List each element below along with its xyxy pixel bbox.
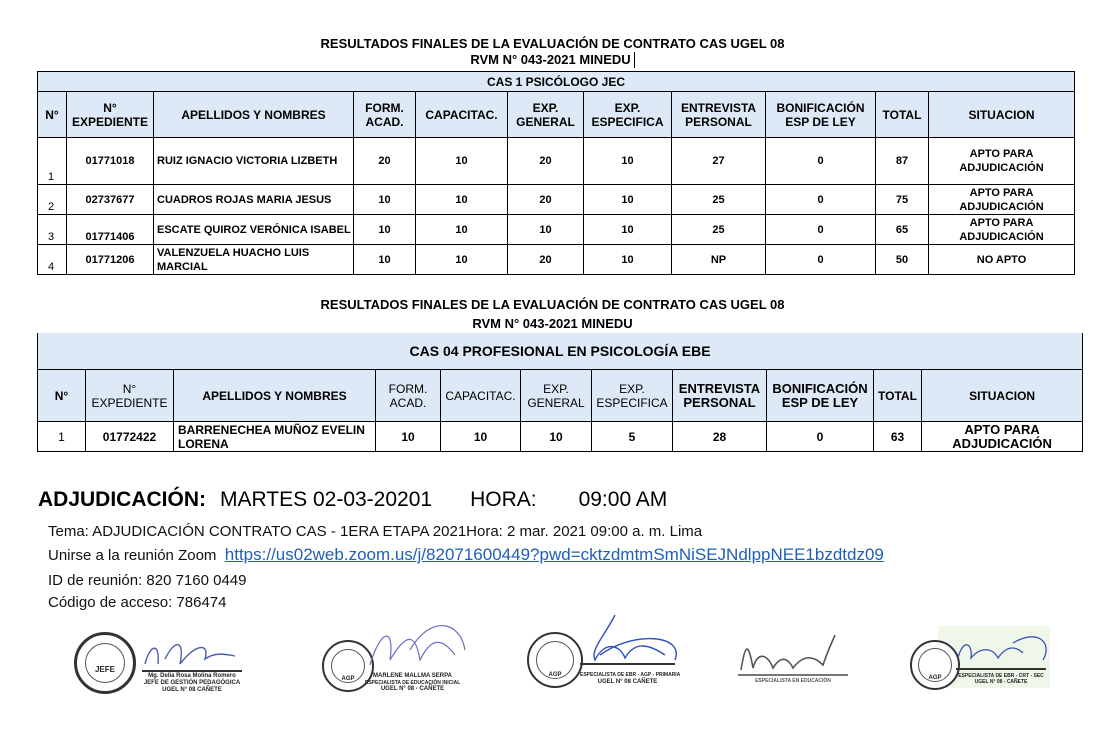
cell-total: 87	[876, 138, 929, 185]
zoom-meeting-link[interactable]: https://us02web.zoom.us/j/82071600449?pwd=cktzdmtmSmNiSEJNdlppNEE1bzdtdz09	[224, 545, 884, 564]
cell-num: 3	[38, 215, 67, 245]
cell-exp-general: 20	[508, 245, 584, 275]
hora-label: HORA:	[470, 488, 537, 511]
cell-bonificacion: 0	[767, 422, 874, 452]
cell-exp-general: 10	[521, 422, 592, 452]
cell-exp-especifica: 10	[584, 215, 672, 245]
seal-text: JEFE	[94, 665, 115, 674]
hora-value: 09:00 AM	[578, 488, 668, 511]
table-row	[38, 138, 1075, 185]
signer-role: ESPECIALISTA DE EBR - CRT - SEC	[958, 673, 1044, 679]
cell-situacion: APTO PARA ADJUDICACIÓN	[929, 215, 1075, 245]
signature-block-5	[908, 620, 1053, 700]
table-row	[38, 422, 1083, 452]
cell-capacitac: 10	[416, 138, 508, 185]
signer-role: ESPECIALISTA DE EDUCACIÓN INICIAL	[365, 680, 461, 686]
cell-form-acad: 10	[354, 185, 416, 215]
signer-name: MARLENE MALLMA SERPA	[373, 673, 452, 679]
cell-expediente: 01771406	[67, 215, 154, 245]
cell-bonificacion: 0	[766, 185, 876, 215]
cell-total: 65	[876, 215, 929, 245]
meeting-join-label: Unirse a la reunión Zoom	[48, 547, 217, 564]
meeting-access-code: Código de acceso: 786474	[48, 594, 227, 611]
signer-role: ESPECIALISTA EN EDUCACIÓN	[755, 678, 831, 684]
col-header-situacion: SITUACION	[929, 92, 1075, 138]
cell-form-acad: 10	[376, 422, 441, 452]
signer-role: JEFE DE GESTIÓN PEDAGÓGICA	[143, 680, 241, 686]
col-header-capacitac: CAPACITAC.	[441, 370, 521, 422]
cell-entrevista: 25	[672, 215, 766, 245]
table2-caption: CAS 04 PROFESIONAL EN PSICOLOGÍA EBE	[38, 333, 1083, 370]
handwritten-signature-icon	[360, 620, 470, 675]
seal-text: AGP	[341, 676, 355, 682]
seal-text: AGP	[928, 675, 942, 681]
cell-expediente: 01772422	[86, 422, 174, 452]
signer-office: UGEL N° 08 - CAÑETE	[380, 686, 445, 692]
cell-nombres: CUADROS ROJAS MARIA JESUS	[154, 185, 354, 215]
cell-exp-especifica: 10	[584, 245, 672, 275]
meeting-join-line	[48, 546, 884, 565]
col-header-capacitac: CAPACITAC.	[416, 92, 508, 138]
signer-name: Mg. Delia Rosa Molina Romero	[148, 673, 236, 679]
table1-title-line1: RESULTADOS FINALES DE LA EVALUACIÓN DE CONTRATO CAS UGEL 08	[320, 36, 785, 51]
cell-entrevista: 25	[672, 185, 766, 215]
meeting-topic: Tema: ADJUDICACIÓN CONTRATO CAS - 1ERA ETAPA 2021Hora: 2 mar. 2021 09:00 a. m. Lima	[48, 523, 703, 540]
signature-block-2	[320, 620, 480, 700]
official-seal-icon	[74, 632, 136, 694]
col-header-bonificacion: BONIFICACIÓN ESP DE LEY	[766, 92, 876, 138]
table1-title-rvm: RVM N° 043-2021 MINEDU	[470, 52, 631, 67]
cell-num: 2	[38, 185, 67, 215]
col-header-exp-especifica: EXP. ESPECIFICA	[592, 370, 673, 422]
col-header-expediente: N° EXPEDIENTE	[67, 92, 154, 138]
cell-exp-especifica: 10	[584, 185, 672, 215]
cell-total: 75	[876, 185, 929, 215]
text-cursor	[634, 52, 635, 68]
cell-expediente: 01771018	[67, 138, 154, 185]
cell-total: 50	[876, 245, 929, 275]
col-header-exp-general: EXP. GENERAL	[521, 370, 592, 422]
table-row	[38, 215, 1075, 245]
col-header-nombres: APELLIDOS Y NOMBRES	[174, 370, 376, 422]
signer-office: UGEL N° 08 CAÑETE	[162, 687, 222, 693]
cell-bonificacion: 0	[766, 215, 876, 245]
cell-exp-especifica: 5	[592, 422, 673, 452]
cell-exp-especifica: 10	[584, 138, 672, 185]
col-header-form-acad: FORM. ACAD.	[354, 92, 416, 138]
signature-block-4	[733, 620, 853, 700]
signature-block-3	[525, 620, 685, 700]
table2-title-line1: RESULTADOS FINALES DE LA EVALUACIÓN DE CONTRATO CAS UGEL 08	[320, 297, 785, 312]
cell-total: 63	[874, 422, 922, 452]
cell-situacion: APTO PARA ADJUDICACIÓN	[929, 185, 1075, 215]
cell-expediente: 01771206	[67, 245, 154, 275]
table1-title-line2	[0, 52, 1105, 68]
cell-form-acad: 10	[354, 215, 416, 245]
col-header-total: TOTAL	[874, 370, 922, 422]
cell-exp-general: 20	[508, 185, 584, 215]
cell-entrevista: NP	[672, 245, 766, 275]
table1-caption: CAS 1 PSICÓLOGO JEC	[38, 72, 1075, 92]
cell-capacitac: 10	[416, 245, 508, 275]
col-header-nombres: APELLIDOS Y NOMBRES	[154, 92, 354, 138]
table2-title	[0, 297, 1105, 332]
cell-expediente: 02737677	[67, 185, 154, 215]
signer-role: ESPECIALISTA DE EBR - AGP - PRIMARIA	[580, 672, 681, 678]
results-table-cas1	[37, 71, 1075, 275]
cell-nombres: ESCATE QUIROZ VERÓNICA ISABEL	[154, 215, 354, 245]
table-row	[38, 185, 1075, 215]
adjudicacion-line	[38, 487, 667, 513]
cell-nombres: RUIZ IGNACIO VICTORIA LIZBETH	[154, 138, 354, 185]
col-header-form-acad: FORM. ACAD.	[376, 370, 441, 422]
handwritten-signature-icon	[733, 630, 853, 675]
cell-form-acad: 20	[354, 138, 416, 185]
table1-header-row	[38, 92, 1075, 138]
cell-exp-general: 20	[508, 138, 584, 185]
cell-bonificacion: 0	[766, 138, 876, 185]
col-header-entrevista: ENTREVISTA PERSONAL	[672, 92, 766, 138]
col-header-bonificacion: BONIFICACIÓN ESP DE LEY	[767, 370, 874, 422]
signature-block-1	[72, 620, 252, 700]
table1-title	[0, 36, 1105, 68]
col-header-situacion: SITUACION	[922, 370, 1083, 422]
cell-num: 1	[38, 138, 67, 185]
handwritten-signature-icon	[140, 634, 240, 674]
cell-capacitac: 10	[416, 215, 508, 245]
cell-situacion: APTO PARA ADJUDICACIÓN	[929, 138, 1075, 185]
cell-num: 4	[38, 245, 67, 275]
col-header-total: TOTAL	[876, 92, 929, 138]
handwritten-signature-icon	[575, 610, 685, 670]
cell-situacion: NO APTO	[929, 245, 1075, 275]
cell-nombres: VALENZUELA HUACHO LUIS MARCIAL	[154, 245, 354, 275]
signer-office: UGEL N° 08 - CAÑETE	[974, 679, 1028, 685]
seal-text: AGP	[548, 672, 562, 678]
cell-num: 1	[38, 422, 86, 452]
cell-capacitac: 10	[441, 422, 521, 452]
col-header-entrevista: ENTREVISTA PERSONAL	[673, 370, 767, 422]
col-header-num: N°	[38, 370, 86, 422]
cell-bonificacion: 0	[766, 245, 876, 275]
meeting-id: ID de reunión: 820 7160 0449	[48, 572, 247, 589]
table2-header-row	[38, 370, 1083, 422]
col-header-exp-especifica: EXP. ESPECIFICA	[584, 92, 672, 138]
cell-capacitac: 10	[416, 185, 508, 215]
col-header-num: N°	[38, 92, 67, 138]
cell-nombres: BARRENECHEA MUÑOZ EVELIN LORENA	[174, 422, 376, 452]
cell-exp-general: 10	[508, 215, 584, 245]
handwritten-signature-icon	[953, 628, 1053, 673]
adjudicacion-date: MARTES 02-03-20201	[220, 488, 433, 511]
cell-situacion: APTO PARA ADJUDICACIÓN	[922, 422, 1083, 452]
signer-office: UGEL N° 08 CAÑETE	[597, 679, 658, 685]
cell-form-acad: 10	[354, 245, 416, 275]
col-header-exp-general: EXP. GENERAL	[508, 92, 584, 138]
col-header-expediente: N° EXPEDIENTE	[86, 370, 174, 422]
results-table-cas4	[37, 333, 1083, 452]
adjudicacion-label: ADJUDICACIÓN:	[38, 488, 206, 511]
cell-entrevista: 27	[672, 138, 766, 185]
cell-entrevista: 28	[673, 422, 767, 452]
table-row	[38, 245, 1075, 275]
table2-title-line2: RVM N° 043-2021 MINEDU	[472, 316, 633, 331]
